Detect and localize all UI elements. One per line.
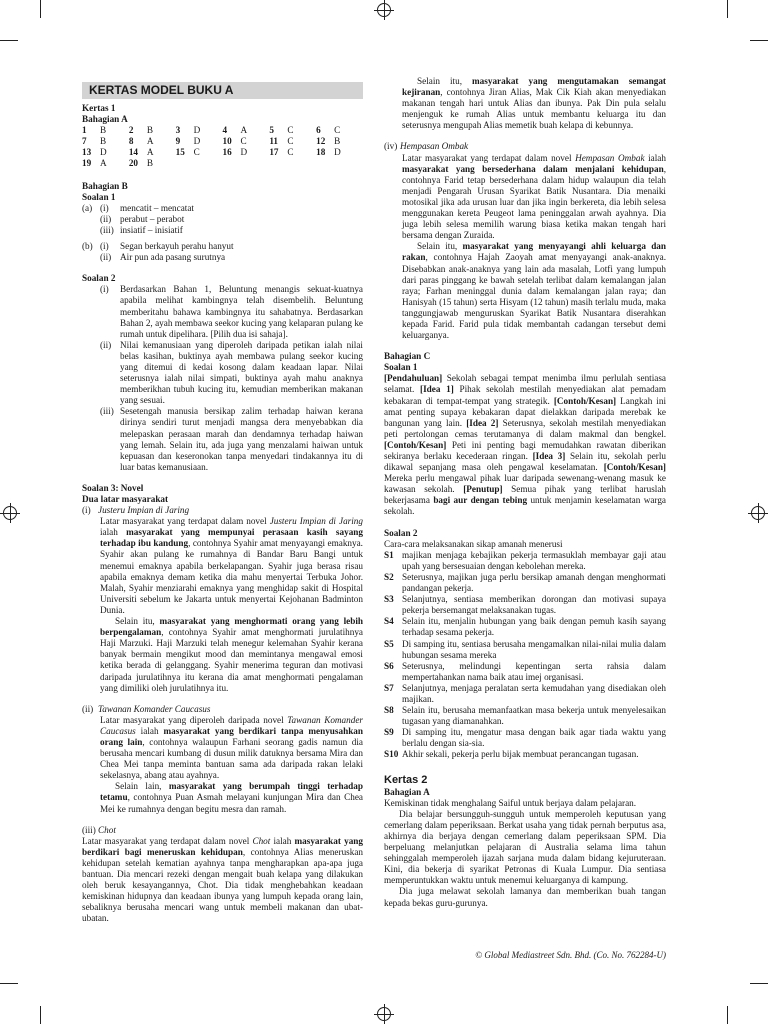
spacer xyxy=(384,131,666,141)
registration-mark-icon xyxy=(377,1007,391,1021)
answer-cell xyxy=(129,147,176,158)
item-letter: (a) xyxy=(82,202,93,213)
answer-cell xyxy=(82,125,129,136)
answer-cell xyxy=(316,147,363,158)
item-roman: (i) xyxy=(100,284,109,295)
soalan3-label: Soalan 3: Novel xyxy=(82,482,144,493)
answer-number: 10 xyxy=(222,136,232,147)
novel-title-text: Hempasan Ombak xyxy=(400,141,469,152)
answer-value: C xyxy=(193,147,200,158)
item-text: insiatif – inisiatif xyxy=(120,224,183,235)
answer-value: B xyxy=(334,136,341,147)
item-roman: (ii) xyxy=(100,252,112,263)
novel-title-text: Justeru Impian di Jaring xyxy=(98,505,190,516)
answer-cell xyxy=(129,125,176,136)
left-column xyxy=(82,82,363,924)
s-item-text: Akhir sekali, pekerja perlu bijak membuat perancangan tugasan. xyxy=(402,749,639,760)
spacer xyxy=(82,694,363,704)
answer-value: D xyxy=(334,147,341,158)
answer-value: A xyxy=(100,158,107,169)
soalan2-item xyxy=(82,340,363,407)
answer-value: D xyxy=(193,125,201,136)
answer-cell xyxy=(316,125,363,136)
soalan2-list xyxy=(82,284,363,473)
answer-number: 7 xyxy=(82,136,87,147)
sub-item xyxy=(82,203,363,214)
item-roman: (iii) xyxy=(100,224,114,235)
s-item-list xyxy=(384,550,666,761)
crop-mark xyxy=(40,1006,41,1024)
s-item xyxy=(384,705,666,727)
item-text: Segan berkayuh perahu hanyut xyxy=(120,241,234,252)
answer-value: D xyxy=(240,147,248,158)
kertas2-label: Kertas 2 xyxy=(384,773,428,786)
novel-paragraph: Latar masyarakat yang terdapat dalam novel Justeru Impian di Jaring ialah masyarakat yang mempunyai perasaan kasih sayang terhadap ibu kandung, contohnya Syahir amat menyayangi emaknya. Syahir akan pulang ke rumahnya di Bandar Baru Bangi untuk menemui emaknya apabila berkelapangan. Syahir juga berasa risau apabila emaknya demam ketika dia mahu menyertai Terbuka Johor. Malah, Syahir menziarahi emaknya yang menghidap sakit di Hospital Universiti sebelum ke Jakarta untuk menyertai Kejohanan Badminton Dunia. xyxy=(100,516,363,615)
s-item-text: Seterusnya, melindungi kepentingan serta rahsia dalam mempertahankan nama baik atau imej organisasi. xyxy=(402,660,666,682)
s-item xyxy=(384,683,666,705)
answer-cell xyxy=(176,125,223,136)
answer-cell xyxy=(176,147,223,158)
answer-value: A xyxy=(240,125,248,136)
answer-number: 3 xyxy=(175,125,181,136)
item-text: Nilai kemanusiaan yang diperoleh daripada petikan ialah nilai belas kasihan, buktinya ayah membawa pulang seekor kucing yang ditemui di kedai kosong dalam keadaan lapar. Nilai seterusnya ialah nilai simpati, buktinya ayah mahu anaknya memberikhan tubuh kucing itu, kemudian memberikan makanan yang sesuai. xyxy=(120,339,363,406)
answer-number: 6 xyxy=(316,125,321,136)
crop-mark xyxy=(0,983,18,984)
s-item xyxy=(384,616,666,638)
k2-paragraph: Dia belajar bersungguh-sungguh untuk memperoleh keputusan yang cemerlang dalam peperiksaan. Berkat usaha yang tidak pernah berputus asa, akhirnya dia berjaya dengan cemerlang dalam peperiksaan SPM. Dia berpeluang melanjutkan pelajaran di Australia selama lima tahun sehinggalah memperoleh ijazah sarjana muda dalam bidang kejuruteraan. Kini, dia bekerja di syarikat Petronas di Kuala Lumpur. Dia sentiasa memperuntukkan waktu untuk menemui keluarganya di kampung. xyxy=(384,808,666,886)
item-spacer xyxy=(82,340,100,407)
answer-cell xyxy=(269,147,316,158)
answer-key-grid xyxy=(82,125,363,169)
s-item-text: Di samping itu, sentiasa berusaha mengamalkan nilai-nilai mulia dalam hubungan sesama mereka xyxy=(402,638,666,660)
novel-number: (ii) xyxy=(82,703,94,714)
k2-paragraph: Kemiskinan tidak menghalang Saiful untuk berjaya dalam pelajaran. xyxy=(384,797,637,808)
item-letter xyxy=(82,225,100,236)
bahagian-c-label: Bahagian C xyxy=(384,351,431,362)
answer-cell xyxy=(222,147,269,158)
novel-paragraph: Selain itu, masyarakat yang menghormati orang yang lebih berpengalaman, contohnya Syahir amat menghormati jurulatihnya Haji Marzuki. Haji Marzuki telah menegur kelemahan Syahir kerana banyak bermain mengikut mood dan memintanya mengawal emosi ketika berada di gelanggang. Syahir menerima teguran dan motivasi daripada jurulatihnya itu kerana dia amat menghormati pengalaman yang dimiliki oleh jurulatihnya itu. xyxy=(100,616,363,693)
copyright-footer: © Global Mediastreet Sdn. Bhd. (Co. No. 762284-U) xyxy=(475,950,666,960)
answer-cell xyxy=(82,158,129,169)
s-item-label: S10 xyxy=(384,749,399,760)
answer-value: A xyxy=(146,147,154,158)
sub-item xyxy=(82,241,363,252)
item-text: perabut – perabot xyxy=(120,213,185,224)
answer-cell xyxy=(222,136,269,147)
answer-number: 2 xyxy=(128,125,134,136)
answer-value: B xyxy=(100,136,107,147)
answer-value: C xyxy=(287,136,294,147)
s-item xyxy=(384,661,666,683)
answer-value: B xyxy=(146,125,153,136)
k2-paragraphs xyxy=(384,798,666,909)
answer-cell xyxy=(82,136,129,147)
soalan2-label: Soalan 2 xyxy=(82,273,116,284)
spacer xyxy=(82,815,363,825)
answer-number: 19 xyxy=(82,158,92,169)
novel-paragraph: Selain lain, masyarakat yang berumpah tinggi terhadap tetamu, contohnya Puan Asmah melayani kunjungan Mira dan Chea Mei ke rumahnya dengan begitu mesra dan ramah. xyxy=(100,781,363,814)
answer-cell xyxy=(129,158,176,169)
answer-value: B xyxy=(146,158,153,169)
answer-value: A xyxy=(146,136,154,147)
c-soalan2-label: Soalan 2 xyxy=(384,527,418,538)
novel-paragraph: Latar masyarakat yang terdapat dalam novel Hempasan Ombak ialah masyarakat yang bersederhana dalam menjalani kehidupan, contohnya Farid tetap bersederhana dalam hidup walaupun dia telah menjadi Pengarah Urusan Syarikat Batik Nusantara. Dia menaiki motosikal jika ada urusan luar dan jika ingin berkereta, dia lebih selesa menggunakan kereta Peugeot lama peninggalan arwah ayahnya. Dia juga lebih selesa memilih warung biasa ketika makan tengah hari bersama dengan Zuraida. xyxy=(402,152,666,241)
item-letter: (b) xyxy=(82,241,93,252)
item-text: Sesetengah manusia bersikap zalim terhadap haiwan kerana dirinya sendiri turut menjadi mangsa dera menyebabkan dia melepaskan perasaan marah dan dendamnya terhadap haiwan yang lemah. Selain itu, ada juga yang menzalami haiwan untuk kepuasan dan keseronokan tanpa menyedari tindakannya itu di luar batas kemanusiaan. xyxy=(120,406,363,472)
dua-latar-label: Dua latar masyarakat xyxy=(82,494,169,504)
item-roman: (iii) xyxy=(100,406,114,417)
k2-bahagian-a-label: Bahagian A xyxy=(384,786,430,797)
answer-number: 8 xyxy=(128,136,134,147)
answer-cell xyxy=(269,136,316,147)
registration-mark-icon xyxy=(3,506,17,520)
novel-title-text: Tawanan Komander Caucasus xyxy=(98,703,211,714)
s-item-text: Selanjutnya, sentiasa memberikan dorongan dan motivasi supaya pekerja bersemangat melaksanakan tugas. xyxy=(402,594,666,616)
answer-number: 5 xyxy=(269,125,274,136)
sub-item xyxy=(82,214,363,225)
s-item-label: S9 xyxy=(384,727,394,738)
novel-title xyxy=(384,141,666,152)
answer-value: B xyxy=(100,125,107,136)
answer-number: 1 xyxy=(82,125,87,136)
soalan1a-list xyxy=(82,203,363,236)
answer-value: D xyxy=(193,136,201,147)
answer-number: 13 xyxy=(82,147,92,158)
s-item-label: S3 xyxy=(384,594,394,605)
crop-mark xyxy=(40,0,41,18)
item-roman: (ii) xyxy=(100,213,112,224)
answer-cell xyxy=(129,136,176,147)
answer-value: C xyxy=(240,136,247,147)
answer-number: 14 xyxy=(128,147,139,158)
answer-cell xyxy=(316,136,363,147)
s-item-label: S4 xyxy=(384,616,394,627)
item-text: Air pun ada pasang surutnya xyxy=(120,252,226,263)
novel-title xyxy=(82,505,363,516)
novel-number: (iv) xyxy=(384,141,398,152)
item-text: Berdasarkan Bahan 1, Beluntung menangis sekuat-kuatnya apabila melihat kambingnya telah disembelih. Beluntung memberitahu bahawa kambingnya itu sahabatnya. Berdasarkan Bahan 2, ayah membawa seekor kucing yang kelaparan pulang ke rumah untuk dipelihara. [Pilih dua isi sahaja]. xyxy=(120,284,363,339)
item-spacer xyxy=(82,284,100,339)
kertas1-label: Kertas 1 xyxy=(82,103,116,113)
s-item-label: S2 xyxy=(384,571,394,582)
crop-mark xyxy=(750,40,768,41)
soalan2-item xyxy=(82,284,363,339)
answer-number: 18 xyxy=(316,147,326,158)
answer-cell xyxy=(176,136,223,147)
answer-number: 17 xyxy=(269,147,279,158)
bahagian-a-label: Bahagian A xyxy=(82,114,128,125)
page-header: KERTAS MODEL BUKU A xyxy=(82,82,363,99)
s-item xyxy=(384,749,666,760)
novel-title xyxy=(82,825,363,836)
c-essay-text: [Pendahuluan] Sekolah sebagai tempat menimba ilmu perlulah sentiasa selamat. [Idea 1] Pihak sekolah mestilah menyediakan alat pemadam kebakaran di tempat-tempat yang strategik. [Contoh/Kesan] Langkah ini amat penting supaya kebakaran dapat dielakkan daripada merebak ke bangunan yang lain. [Idea 2] Seterusnya, sekolah mestilah menyediakan peti pertolongan cemas terutamanya di dalam makmal dan bengkel. [Contoh/Kesan] Peti ini penting bagi memudahkan rawatan diberikan sekiranya berlaku kecederaan ringan. [Idea 3] Selain itu, sekolah perlu dikawal sepanjang masa oleh pengawal keselamatan. [Contoh/Kesan] Mereka perlu mengawal pihak luar daripada sewenang-wenang masuk ke kawasan sekolah. [Penutup] Semua pihak yang terlibat haruslah bekerjasama bagi aur dengan tebing untuk menjamin keselamatan warga sekolah. xyxy=(384,373,667,517)
k2-paragraph: Dia juga melawat sekolah lamanya dan memberikan buah tangan kepada bekas guru-gurunya. xyxy=(384,886,666,908)
crop-mark xyxy=(727,0,728,18)
novel-list-left xyxy=(82,505,363,924)
bahagian-b-label: Bahagian B xyxy=(82,180,128,191)
s-item-label: S1 xyxy=(384,549,394,560)
s-item-label: S8 xyxy=(384,705,394,716)
answer-value: C xyxy=(334,125,341,136)
s-item-text: Selain itu, menjalin hubungan yang baik dengan pemuh kasih sayang terhadap sesama pekerja. xyxy=(402,616,666,638)
item-letter xyxy=(82,214,100,225)
item-roman: (i) xyxy=(100,202,109,213)
answer-number: 20 xyxy=(128,158,139,169)
sub-item xyxy=(82,252,363,263)
answer-number: 9 xyxy=(175,136,181,147)
answer-value: C xyxy=(287,125,294,136)
answer-number: 11 xyxy=(269,136,279,147)
s-item-text: Di samping itu, mengatur masa dengan baik agar tiada waktu yang berlalu dengan sia-sia. xyxy=(402,727,666,749)
crop-mark xyxy=(727,1006,728,1024)
s-item xyxy=(384,594,666,616)
s-item-text: Seterusnya, majikan juga perlu bersikap amanah dengan menghormati pandangan pekerja. xyxy=(402,571,666,594)
answer-cell xyxy=(269,125,316,136)
c-soalan1-label: Soalan 1 xyxy=(384,362,418,373)
novel-title-text: Chot xyxy=(98,824,116,835)
s-item xyxy=(384,572,666,594)
item-letter xyxy=(82,252,100,263)
novel-title xyxy=(82,704,363,715)
novel-number: (i) xyxy=(82,505,91,516)
crop-mark xyxy=(0,40,18,41)
novel-number: (iii) xyxy=(82,824,96,835)
answer-cell xyxy=(222,125,269,136)
right-column xyxy=(384,76,666,909)
item-text: mencatit – mencatat xyxy=(120,202,194,213)
soalan1-label: Soalan 1 xyxy=(82,191,116,202)
c-soalan2-intro: Cara-cara melaksanakan sikap amanah menerusi xyxy=(384,538,563,549)
registration-mark-icon xyxy=(377,3,391,17)
novel-paragraph: Latar masyarakat yang terdapat dalam novel Chot ialah masyarakat yang berdikari bagi meneruskan kehidupan, contohnya Alias meneruskan kehidupan setelah kematian ayahnya tanpa mengharapkan apa-apa juga bantuan. Dia mencari rezeki dengan mengait buah kelapa yang dilakukan oleh beruk kesayangannya, Chot. Dia tidak menghebahkan keadaan kemiskinan hidupnya dan keadaan ibunya yang lumpuh kepada orang lain, sebaliknya berusaha mencari wang untuk membeli makanan dan ubat-ubatan. xyxy=(82,835,363,924)
sub-item xyxy=(82,225,363,236)
soalan2-item xyxy=(82,406,363,473)
s-item-label: S6 xyxy=(384,660,394,671)
soalan1b-list xyxy=(82,241,363,263)
registration-mark-icon xyxy=(751,506,765,520)
item-spacer xyxy=(82,406,100,473)
s-item-text: majikan menjaga kebajikan pekerja termasuklah membayar gaji atau upah yang bersesuaian dengan kebolehan mereka. xyxy=(402,549,666,571)
item-roman: (ii) xyxy=(100,339,112,350)
crop-mark xyxy=(750,983,768,984)
novel-paragraph: Selain itu, masyarakat yang menyayangi ahli keluarga dan rakan, contohnya Hajah Zaoyah amat menyayangi anak-anaknya. Disebabkan anak-anaknya yang lain ada masalah, Lotfi yang lumpuh dari paras pinggang ke bawah setelah terlibat dalam kemalangan jalan raya; Farhan meninggal dunia dalam kemalangan jalan raya; dan Hanisyah (15 tahun) serta Hisyam (12 tahun) masih terlalu muda, maka tanggungjawab menguruskan Syarikat Batik Nusantara diserahkan kepada Farid. Farid pula tidak membantah cadangan tersebut demi keluarganya. xyxy=(402,241,667,341)
s-item-label: S5 xyxy=(384,638,394,649)
novel-paragraph: Latar masyarakat yang diperoleh daripada novel Tawanan Komander Caucasus ialah masyarakat yang berdikari tanpa menyusahkan orang lain, contohnya walaupun Farhani seorang gadis namun dia berusaha mencari kumbang di dusun milik datuknya bersama Mira dan Chea Mei tanpa meminta bantuan sama ada daripada rakan lelaki sekelasnya, abang atau ayahnya. xyxy=(100,714,364,781)
s-item xyxy=(384,639,666,661)
answer-number: 16 xyxy=(222,147,232,158)
s-item-text: Selain itu, berusaha memanfaatkan masa bekerja untuk menyelesaikan tugasan yang diamanahkan. xyxy=(402,705,666,727)
novel-paragraph: Selain itu, masyarakat yang mengutamakan semangat kejiranan, contohnya Jiran Alias, Mak Cik Kiah akan menyediakan makanan tengah hari untuk Alias dan ibunya. Pak Din pula selalu menjenguk ke rumah Alias untuk membantu keluarga itu dan seterusnya mengupah Alias memetik buah kelapa di kebunnya. xyxy=(402,76,666,131)
answer-value: D xyxy=(100,147,107,158)
novel-list-right xyxy=(384,76,666,341)
answer-cell xyxy=(82,147,129,158)
answer-number: 4 xyxy=(222,125,228,136)
s-item-text: Selanjutnya, menjaga peralatan serta kemudahan yang disediakan oleh majikan. xyxy=(402,682,666,704)
answer-value: C xyxy=(287,147,294,158)
s-item xyxy=(384,550,666,572)
s-item xyxy=(384,727,666,749)
answer-number: 12 xyxy=(316,136,326,147)
answer-number: 15 xyxy=(175,147,185,158)
s-item-label: S7 xyxy=(384,682,394,693)
item-roman: (i) xyxy=(100,241,109,252)
